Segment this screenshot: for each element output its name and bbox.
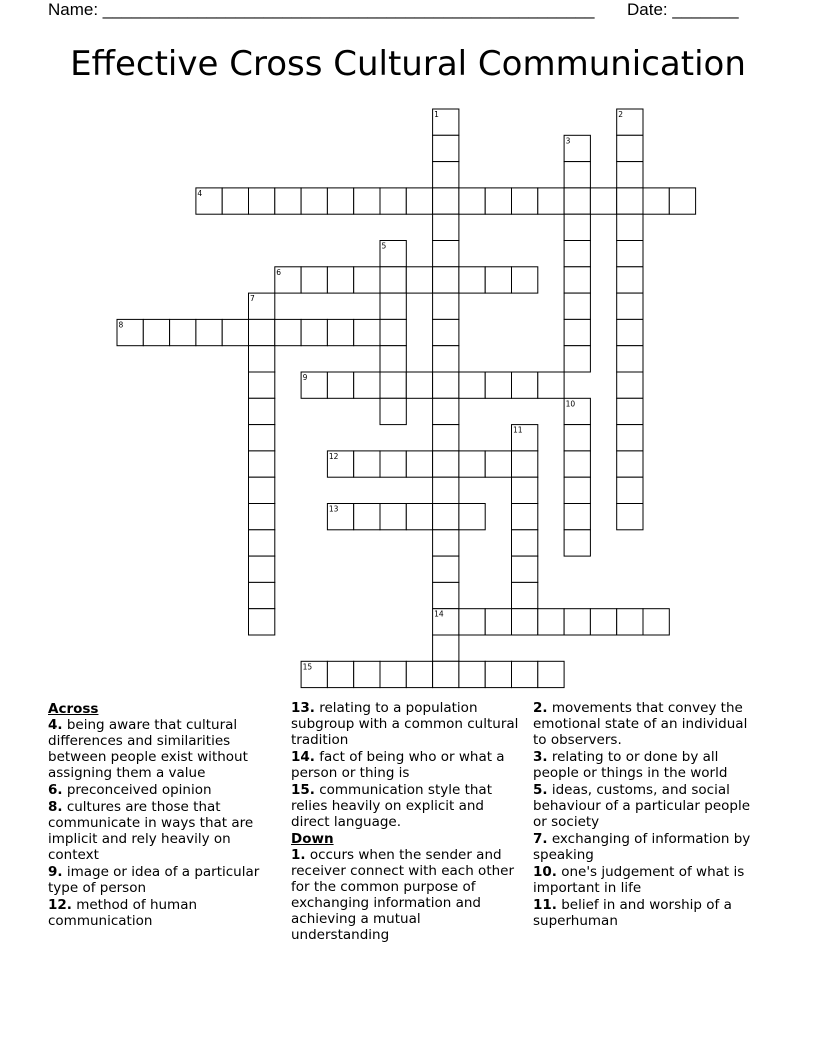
clue-number-label: 1. [291,847,306,863]
clue-number: 8 [118,320,124,330]
grid-cell [538,188,564,214]
grid-cell [406,661,432,687]
grid-cell [512,661,538,687]
grid-cell [617,188,643,214]
grid-cell [512,477,538,503]
grid-cell [433,162,459,188]
grid-cell [538,609,564,635]
grid-cell [617,451,643,477]
clue-number-label: 9. [48,864,63,880]
clue-number: 14 [434,609,444,619]
grid-cell [354,372,380,398]
grid-cell [564,188,590,214]
grid-cell [249,582,275,608]
grid-cell [275,188,301,214]
grid-cell [433,635,459,661]
grid-cell [249,504,275,530]
grid-cell [249,530,275,556]
grid-cell [433,267,459,293]
clue-number-label: 2. [533,700,548,716]
grid-cell [459,267,485,293]
clue-number: 15 [302,662,313,672]
clue-text: one's judgement of what is important in life [533,864,745,896]
clue-text: relating to a population subgroup with a common cultural tradition [291,700,519,748]
grid-cell [433,319,459,345]
grid-cell [512,530,538,556]
clue-text: being aware that cultural differences and similarities between people exist without assigning them a value [48,717,248,781]
grid-cell [512,582,538,608]
grid-cell [249,477,275,503]
clues-column-3 [533,700,765,930]
clue-item [533,700,765,748]
down-clue-list [291,847,523,943]
grid-cell [406,372,432,398]
grid-cell [617,162,643,188]
grid-cell [380,451,406,477]
clue-item [291,749,523,781]
clue-number-label: 15. [291,782,315,798]
clue-number-label: 3. [533,749,548,765]
down-clue-list-continued [533,700,765,929]
grid-cell [354,661,380,687]
clue-item [533,782,765,830]
grid-cell [380,267,406,293]
grid-cell [590,188,616,214]
grid-cell [564,346,590,372]
clue-number: 11 [513,425,523,435]
grid-cell [564,241,590,267]
grid-cell [564,530,590,556]
grid-cell [512,504,538,530]
grid-cell [617,372,643,398]
grid-cell [485,661,511,687]
across-heading: Across [48,701,99,717]
grid-cell [433,241,459,267]
grid-cell [433,214,459,240]
grid-cell [433,188,459,214]
grid-cell [485,609,511,635]
grid-cell [380,293,406,319]
grid-cell [617,346,643,372]
grid-cell [354,504,380,530]
clue-item [533,897,765,929]
grid-cell [433,293,459,319]
grid-cell [564,609,590,635]
grid-cell [301,319,327,345]
clue-number: 3 [565,136,571,146]
grid-cell [485,372,511,398]
clue-number-label: 10. [533,864,557,880]
grid-cell [380,661,406,687]
clue-text: image or idea of a particular type of person [48,864,260,896]
grid-cell [669,188,695,214]
clue-number: 9 [302,373,308,382]
grid-cell [617,241,643,267]
grid-cell [380,504,406,530]
grid-cell [485,267,511,293]
grid-cell [564,162,590,188]
grid-cell [564,267,590,293]
clue-text: occurs when the sender and receiver connect with each other for the common purpose of exchanging information and achieving a mutual understanding [291,847,515,943]
grid-cell [459,609,485,635]
grid-cell [433,346,459,372]
grid-cell [459,451,485,477]
grid-cell [459,188,485,214]
grid-cell [433,661,459,687]
grid-cell [617,398,643,424]
across-clue-list [48,717,276,929]
clues-column-1 [48,700,276,930]
grid-cell [564,214,590,240]
grid-cell [617,267,643,293]
clue-number: 12 [328,451,339,461]
clue-number: 4 [197,188,203,198]
clue-text: fact of being who or what a person or thing is [291,749,505,781]
grid-cell [143,319,169,345]
grid-cell [380,398,406,424]
grid-cell [459,504,485,530]
clue-number-label: 14. [291,749,315,765]
grid-cell [301,188,327,214]
clue-number: 5 [381,241,387,251]
grid-cell [170,319,196,345]
grid-cell [249,188,275,214]
clue-text: communication style that relies heavily on explicit and direct language. [291,782,492,830]
grid-cell [643,188,669,214]
grid-cell [459,661,485,687]
grid-cell [512,556,538,582]
grid-cell [617,319,643,345]
grid-cell [512,267,538,293]
grid-cell [564,477,590,503]
clue-number: 13 [328,504,339,514]
grid-cell [538,661,564,687]
clue-text: method of human communication [48,897,198,929]
grid-cell [327,319,353,345]
clue-number-label: 4. [48,717,63,733]
clue-number: 7 [250,294,255,304]
grid-cell [617,135,643,161]
clue-item [48,897,276,929]
clue-number: 1 [434,110,439,119]
grid-cell [406,267,432,293]
clue-item [48,782,276,798]
clue-number-label: 11. [533,897,557,913]
grid-cell [643,609,669,635]
clue-number-label: 8. [48,799,63,815]
grid-cell [380,188,406,214]
clue-item [291,782,523,830]
clue-item [533,831,765,863]
grid-cell [485,451,511,477]
grid-cell [249,346,275,372]
grid-cell [617,504,643,530]
grid-cell [433,372,459,398]
clue-item [291,700,523,748]
grid-cell [433,477,459,503]
clue-number: 10 [565,399,576,409]
grid-cell [249,425,275,451]
grid-cell [459,372,485,398]
grid-cell [617,477,643,503]
grid-cell [327,188,353,214]
grid-cell [433,582,459,608]
across-clue-list-continued [291,700,523,830]
grid-cell [617,293,643,319]
grid-cell [327,661,353,687]
grid-cell [512,451,538,477]
grid-cell [196,319,222,345]
clue-number-label: 12. [48,897,72,913]
down-heading: Down [291,831,334,847]
grid-cell [249,319,275,345]
grid-cell [249,451,275,477]
page-title: Effective Cross Cultural Communication [70,44,746,84]
clue-item [291,847,523,943]
grid-cell [406,451,432,477]
clue-number-label: 13. [291,700,315,716]
grid-cell [564,504,590,530]
clue-text: belief in and worship of a superhuman [533,897,732,929]
grid-cell [354,267,380,293]
clue-item [533,749,765,781]
clue-number-label: 7. [533,831,548,847]
clue-text: cultures are those that communicate in ways that are implicit and rely heavily on context [48,799,254,863]
grid-cell [433,451,459,477]
grid-cell [433,556,459,582]
grid-cell [617,214,643,240]
clue-number: 2 [618,110,623,119]
grid-cell [275,319,301,345]
grid-cell [301,267,327,293]
clues-column-2 [291,700,523,944]
clue-text: ideas, customs, and social behaviour of a particular people or society [533,782,751,830]
grid-cell [485,188,511,214]
grid-cell [564,425,590,451]
clue-number-label: 5. [533,782,548,798]
clue-number: 6 [276,267,282,277]
grid-cell [538,372,564,398]
grid-cell [380,372,406,398]
grid-cell [406,504,432,530]
grid-cell [433,504,459,530]
grid-cell [512,188,538,214]
grid-cell [380,319,406,345]
grid-cell [564,451,590,477]
clue-text: preconceived opinion [62,782,212,798]
name-field-label: Name: ____________________________________________________ [48,0,595,19]
grid-cell [249,609,275,635]
clue-text: exchanging of information by speaking [533,831,751,863]
clue-item [533,864,765,896]
grid-cell [354,188,380,214]
grid-cell [512,609,538,635]
grid-cell [512,372,538,398]
grid-cell [590,609,616,635]
grid-cell [617,425,643,451]
clue-text: relating to or done by all people or things in the world [533,749,728,781]
grid-cell [327,372,353,398]
grid-cell [617,609,643,635]
grid-cell [327,267,353,293]
grid-cell [222,188,248,214]
grid-cell [406,188,432,214]
date-field-label: Date: _______ [627,0,739,19]
grid-cell [222,319,248,345]
clue-item [48,799,276,863]
grid-cell [380,346,406,372]
grid-cell [249,372,275,398]
clue-item [48,717,276,781]
grid-cell [433,398,459,424]
grid-cell [249,398,275,424]
grid-cell [354,451,380,477]
clue-text: movements that convey the emotional state of an individual to observers. [533,700,748,748]
grid-cell [564,293,590,319]
grid-cell [433,425,459,451]
grid-cell [433,135,459,161]
grid-cell [564,319,590,345]
grid-cell [354,319,380,345]
clue-number-label: 6. [48,782,63,798]
grid-cell [433,530,459,556]
grid-cell [249,556,275,582]
clue-item [48,864,276,896]
